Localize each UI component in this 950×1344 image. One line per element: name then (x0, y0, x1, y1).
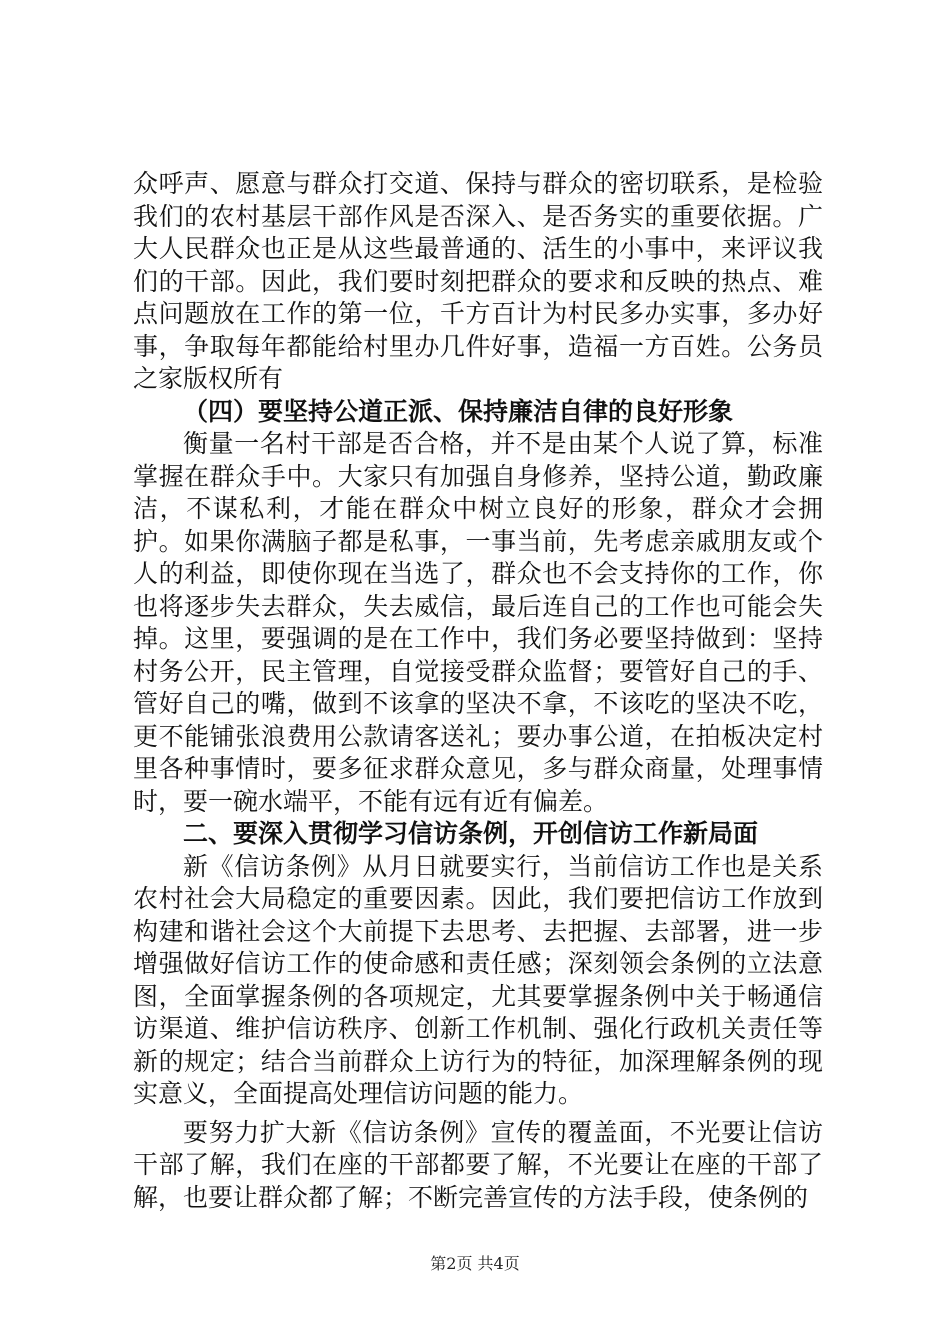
paragraph-integrity: 衡量一名村干部是否合格，并不是由某个人说了算，标准掌握在群众手中。大家只有加强自身修养，坚持公道，勤政廉洁，不谋私利，才能在群众中树立良好的形象，群众才会拥护。如果你满脑子都是私事，一事当前，先考虑亲戚朋友或个人的利益，即使你现在当选了，群众也不会支持你的工作，你也将逐步失去群众，失去威信，最后连自己的工作也可能会失掉。这里，要强调的是在工作中，我们务必要坚持做到：坚持村务公开，民主管理，自觉接受群众监督；要管好自己的手、管好自己的嘴，做到不该拿的坚决不拿，不该吃的坚决不吃，更不能铺张浪费用公款请客送礼；要办事公道，在拍板决定村里各种事情时，要多征求群众意见，多与群众商量，处理事情时，要一碗水端平，不能有远有近有偏差。 (133, 429, 823, 816)
paragraph-continuation: 众呼声、愿意与群众打交道、保持与群众的密切联系，是检验我们的农村基层干部作风是否深入、是否务实的重要依据。广大人民群众也正是从这些最普通的、活生的小事中，来评议我们的干部。因此，我们要时刻把群众的要求和反映的热点、难点问题放在工作的第一位，千方百计为村民多办实事，多办好事，争取每年都能给村里办几件好事，造福一方百姓。公务员之家版权所有 (133, 169, 823, 393)
paragraph-publicity: 要努力扩大新《信访条例》宣传的覆盖面，不光要让信访干部了解，我们在座的干部都要了解，不光要让在座的干部了解，也要让群众都了解；不断完善宣传的方法手段，使条例的 (133, 1117, 823, 1212)
section-heading-two: 二、要深入贯彻学习信访条例，开创信访工作新局面 (183, 819, 759, 848)
section-heading-four: （四）要坚持公道正派、保持廉洁自律的良好形象 (183, 396, 734, 426)
paragraph-petition-regulation: 新《信访条例》从月日就要实行，当前信访工作也是关系农村社会大局稳定的重要因素。因此，我们要把信访工作放到构建和谐社会这个大前提下去思考、去把握、去部署，进一步增强做好信访工作的使命感和责任感；深刻领会条例的立法意图，全面掌握条例的各项规定，尤其要掌握条例中关于畅通信访渠道、维护信访秩序、创新工作机制、强化行政机关责任等新的规定；结合当前群众上访行为的特征，加深理解条例的现实意义，全面提高处理信访问题的能力。 (133, 851, 823, 1108)
page-number-footer: 第2页 共4页 (430, 1254, 520, 1273)
document-body (133, 168, 823, 1214)
